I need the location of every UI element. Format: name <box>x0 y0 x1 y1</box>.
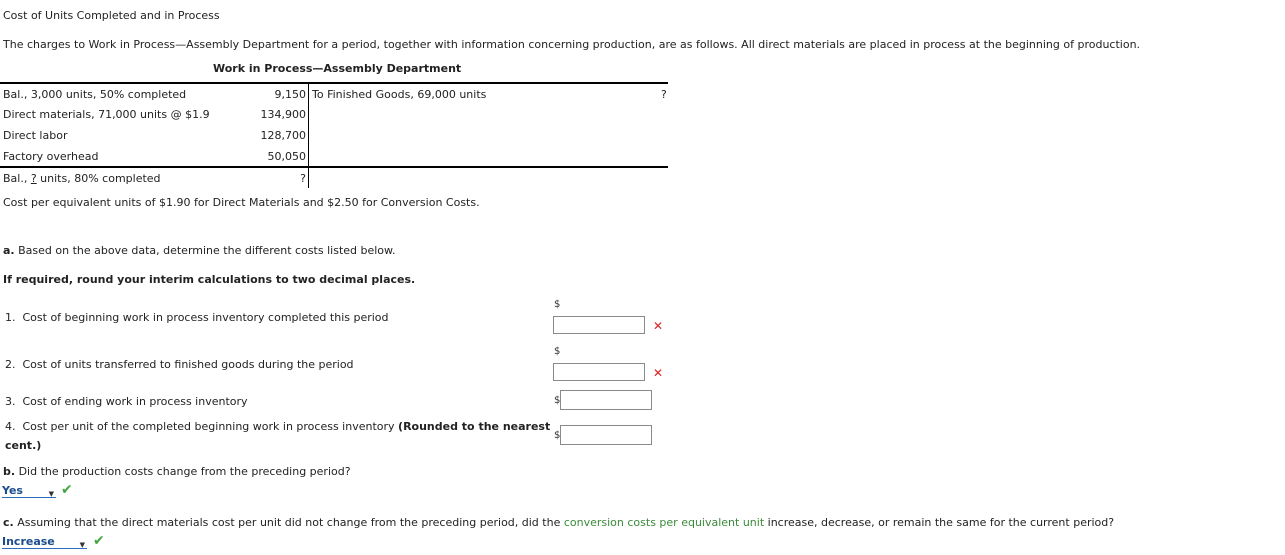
part-c-correct-icon: ✔ <box>93 533 105 549</box>
debit-label-direct-labor: Direct labor <box>3 129 68 142</box>
debit-amount-direct-labor: 128,700 <box>260 129 306 142</box>
part-b-correct-icon: ✔ <box>61 482 73 498</box>
debit-amount-beginning-balance: 9,150 <box>274 88 306 101</box>
debit-label-direct-materials: Direct materials, 71,000 units @ $1.9 <box>3 108 210 121</box>
item-3-label: 3. Cost of ending work in process inventory <box>5 395 248 408</box>
debit-amount-factory-overhead: 50,050 <box>267 150 306 163</box>
part-b-question: b. Did the production costs change from the preceding period? <box>3 465 351 478</box>
ending-balance-amount: ? <box>300 172 306 185</box>
chevron-down-icon: ▼ <box>79 541 85 549</box>
credit-label: To Finished Goods, 69,000 units <box>312 88 487 101</box>
item-3-input[interactable] <box>560 390 652 410</box>
item-4-currency: $ <box>554 430 561 441</box>
item-1-incorrect-icon: ✕ <box>653 319 664 333</box>
cost-per-equivalent-unit-note: Cost per equivalent units of $1.90 for Direct Materials and $2.50 for Conversion Costs. <box>3 196 480 209</box>
account-top-rule <box>0 82 668 84</box>
account-center-rule <box>308 83 309 188</box>
part-b-select[interactable] <box>2 484 56 498</box>
part-c-selected-value: Increase <box>2 535 55 548</box>
item-4-input[interactable] <box>560 425 652 445</box>
item-1-input[interactable] <box>553 316 645 334</box>
item-1-currency: $ <box>554 299 561 310</box>
item-2-incorrect-icon: ✕ <box>653 366 664 380</box>
debit-label-factory-overhead: Factory overhead <box>3 150 99 163</box>
part-c-select[interactable] <box>2 535 87 549</box>
debit-amount-direct-materials: 134,900 <box>260 108 306 121</box>
item-3-currency: $ <box>554 395 561 406</box>
conversion-costs-link[interactable]: conversion costs per equivalent unit <box>563 516 765 529</box>
item-2-input[interactable] <box>553 363 645 381</box>
chevron-down-icon: ▼ <box>48 490 54 498</box>
page-title: Cost of Units Completed and in Process <box>3 9 220 22</box>
item-4-label-continued: cent.) <box>5 439 42 452</box>
part-a-prompt: a. Based on the above data, determine the different costs listed below. <box>3 244 396 257</box>
item-2-label: 2. Cost of units transferred to finished goods during the period <box>5 358 354 371</box>
account-heading: Work in Process—Assembly Department <box>213 62 462 75</box>
rounding-instruction: If required, round your interim calculations to two decimal places. <box>3 273 416 286</box>
item-4-label: 4. Cost per unit of the completed beginning work in process inventory (Rounded to the nearest <box>5 420 551 433</box>
intro-text: The charges to Work in Process—Assembly Department for a period, together with information concerning production, are as follows. All direct materials are placed in process at the beginning of production. <box>3 38 1141 51</box>
ending-balance-label: Bal., ? units, 80% completed <box>3 172 161 185</box>
credit-amount: ? <box>661 88 667 101</box>
item-1-label: 1. Cost of beginning work in process inventory completed this period <box>5 311 389 324</box>
part-c-question: c. Assuming that the direct materials cost per unit did not change from the preceding period, did the conversion costs per equivalent unit increase, decrease, or remain the same for the current period? <box>3 516 1115 529</box>
debit-label-beginning-balance: Bal., 3,000 units, 50% completed <box>3 88 187 101</box>
part-b-selected-value: Yes <box>2 484 23 497</box>
item-2-currency: $ <box>554 346 561 357</box>
account-balance-rule <box>0 166 668 168</box>
